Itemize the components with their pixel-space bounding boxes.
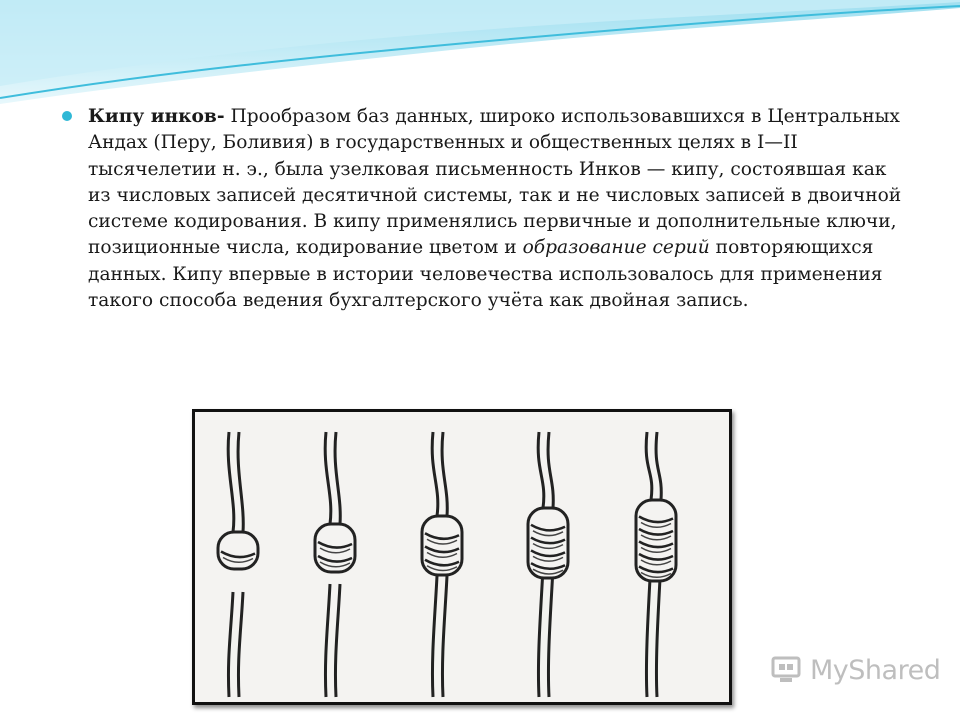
paragraph-lead: Кипу инков-	[88, 106, 225, 127]
paragraph	[88, 104, 912, 314]
myshared-logo-icon	[770, 653, 804, 687]
text-content	[62, 104, 912, 314]
bullet-item	[62, 104, 912, 314]
paragraph-text-part2: повторяющихся данных. Кипу впервые в истории человечества использовалось для применения такого способа ведения бухгалтерского учёта как двойная запись.	[88, 237, 883, 312]
knot-2	[315, 432, 355, 697]
knot-3	[422, 432, 462, 697]
watermark	[770, 653, 940, 687]
paragraph-italic: образование серий	[522, 237, 710, 259]
knots-svg	[195, 412, 729, 702]
watermark-text: MyShared	[810, 654, 941, 686]
knot-4	[528, 432, 568, 697]
bullet-icon	[62, 111, 72, 121]
knot-5	[636, 432, 676, 697]
knots-illustration	[192, 409, 732, 705]
paragraph-text-part1: Прообразом баз данных, широко использовавшихся в Центральных Андах (Перу, Боливия) в государственных и общественных целях в I—II тысячелетии н. э., была узелковая письменность Инков — кипу, состоявшая как из числовых записей десятичной системы, так и не числовых записей в двоичной системе кодирования. В кипу применялись первичные и дополнительные ключи, позиционные числа, кодирование цветом и	[88, 106, 902, 259]
knot-1	[218, 432, 258, 697]
